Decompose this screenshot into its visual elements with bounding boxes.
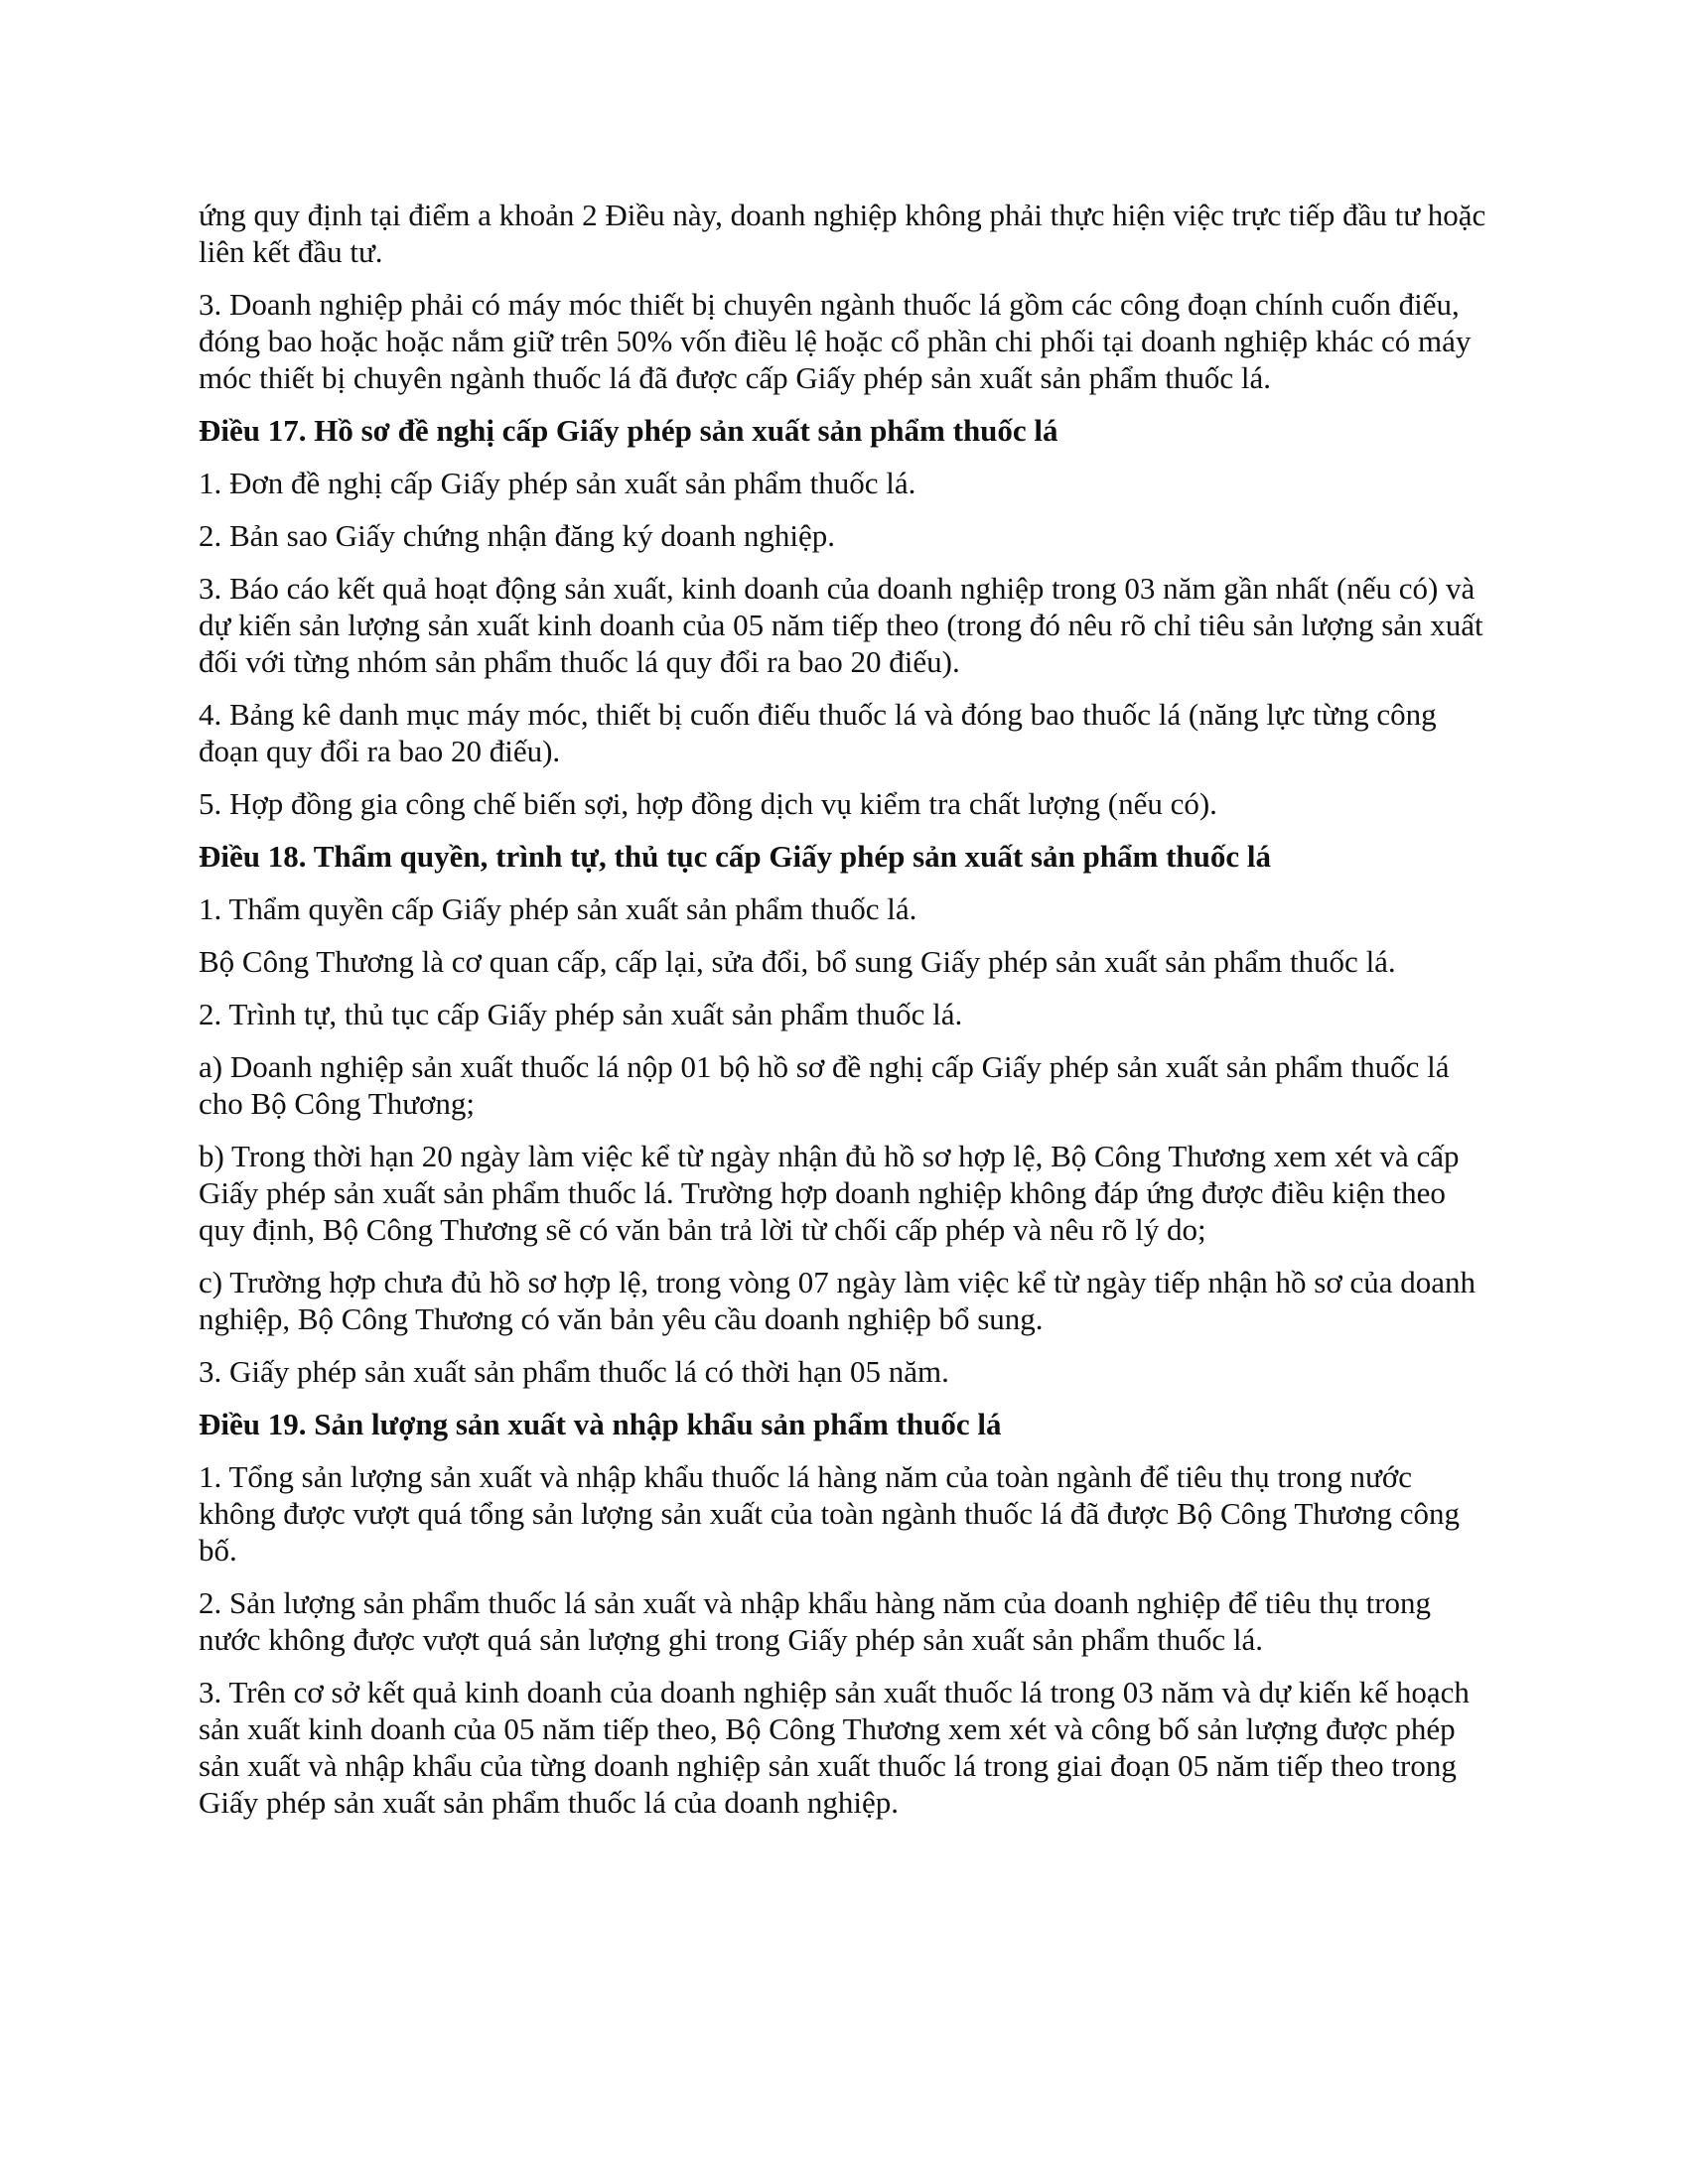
paragraph: 1. Đơn đề nghị cấp Giấy phép sản xuất sản phẩm thuốc lá.: [199, 466, 916, 500]
paragraph: 2. Bản sao Giấy chứng nhận đăng ký doanh nghiệp.: [199, 518, 835, 553]
paragraph: Bộ Công Thương là cơ quan cấp, cấp lại, sửa đổi, bổ sung Giấy phép sản xuất sản phẩm thuốc lá.: [199, 944, 1396, 979]
paragraph: 1. Tổng sản lượng sản xuất và nhập khẩu thuốc lá hàng năm của toàn ngành để tiêu thụ trong nước không được vượt quá tổng sản lượng sản xuất của toàn ngành thuốc lá đã được Bộ Công Thương công bố.: [199, 1459, 1461, 1568]
paragraph: 3. Giấy phép sản xuất sản phẩm thuốc lá có thời hạn 05 năm.: [199, 1354, 949, 1389]
paragraph: 2. Sản lượng sản phẩm thuốc lá sản xuất và nhập khẩu hàng năm của doanh nghiệp để tiêu thụ trong nước không được vượt quá sản lượng ghi trong Giấy phép sản xuất sản phẩm thuốc lá.: [199, 1585, 1432, 1657]
paragraph: 1. Thẩm quyền cấp Giấy phép sản xuất sản phẩm thuốc lá.: [199, 891, 917, 926]
paragraph: b) Trong thời hạn 20 ngày làm việc kể từ ngày nhận đủ hồ sơ hợp lệ, Bộ Công Thương xem xét và cấp Giấy phép sản xuất sản phẩm thuốc lá. Trường hợp doanh nghiệp không đáp ứng được điều kiện theo quy định, Bộ Công Thương sẽ có văn bản trả lời từ chối cấp phép và nêu rõ lý do;: [199, 1139, 1460, 1247]
paragraph: 2. Trình tự, thủ tục cấp Giấy phép sản xuất sản phẩm thuốc lá.: [199, 997, 963, 1031]
article-heading: Điều 17. Hồ sơ đề nghị cấp Giấy phép sản xuất sản phẩm thuốc lá: [199, 413, 1058, 448]
article-heading: Điều 18. Thẩm quyền, trình tự, thủ tục cấp Giấy phép sản xuất sản phẩm thuốc lá: [199, 839, 1272, 874]
paragraph: 3. Trên cơ sở kết quả kinh doanh của doanh nghiệp sản xuất thuốc lá trong 03 năm và dự kiến kế hoạch sản xuất kinh doanh của 05 năm tiếp theo, Bộ Công Thương xem xét và công bố sản lượng được phép sản xuất và nhập khẩu của từng doanh nghiệp sản xuất thuốc lá trong giai đoạn 05 năm tiếp theo trong Giấy phép sản xuất sản phẩm thuốc lá của doanh nghiệp.: [199, 1675, 1470, 1820]
paragraph: 4. Bảng kê danh mục máy móc, thiết bị cuốn điếu thuốc lá và đóng bao thuốc lá (năng lực từng công đoạn quy đổi ra bao 20 điếu).: [199, 697, 1437, 768]
paragraph: 3. Doanh nghiệp phải có máy móc thiết bị chuyên ngành thuốc lá gồm các công đoạn chính cuốn điếu, đóng bao hoặc hoặc nắm giữ trên 50% vốn điều lệ hoặc cổ phần chi phối tại doanh nghiệp khác có máy móc thiết bị chuyên ngành thuốc lá đã được cấp Giấy phép sản xuất sản phẩm thuốc lá.: [199, 287, 1472, 395]
paragraph: 3. Báo cáo kết quả hoạt động sản xuất, kinh doanh của doanh nghiệp trong 03 năm gần nhất (nếu có) và dự kiến sản lượng sản xuất kinh doanh của 05 năm tiếp theo (trong đó nêu rõ chỉ tiêu sản lượng sản xuất đối với từng nhóm sản phẩm thuốc lá quy đổi ra bao 20 điếu).: [199, 571, 1483, 679]
paragraph: 5. Hợp đồng gia công chế biến sợi, hợp đồng dịch vụ kiểm tra chất lượng (nếu có).: [199, 786, 1217, 821]
paragraph: a) Doanh nghiệp sản xuất thuốc lá nộp 01 bộ hồ sơ đề nghị cấp Giấy phép sản xuất sản phẩm thuốc lá cho Bộ Công Thương;: [199, 1049, 1450, 1121]
article-heading: Điều 19. Sản lượng sản xuất và nhập khẩu sản phẩm thuốc lá: [199, 1407, 1002, 1441]
paragraph: c) Trường hợp chưa đủ hồ sơ hợp lệ, trong vòng 07 ngày làm việc kể từ ngày tiếp nhận hồ sơ của doanh nghiệp, Bộ Công Thương có văn bản yêu cầu doanh nghiệp bổ sung.: [199, 1265, 1477, 1336]
document-body: [199, 197, 1489, 1837]
paragraph: ứng quy định tại điểm a khoản 2 Điều này, doanh nghiệp không phải thực hiện việc trực tiếp đầu tư hoặc liên kết đầu tư.: [199, 198, 1486, 269]
